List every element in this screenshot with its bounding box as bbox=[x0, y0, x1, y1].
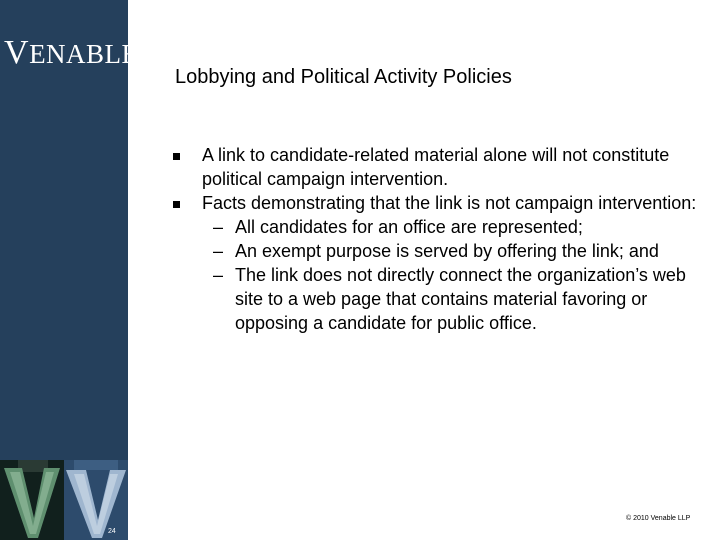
dash-marker: – bbox=[213, 217, 224, 237]
dash-marker: – bbox=[213, 265, 224, 285]
v-emblem-image-blue bbox=[64, 460, 128, 540]
bullet-square-icon bbox=[173, 153, 180, 160]
bullet-text: Facts demonstrating that the link is not campaign intervention: bbox=[202, 193, 697, 213]
sidebar bbox=[0, 0, 160, 540]
slide-title: Lobbying and Political Activity Policies bbox=[175, 66, 512, 88]
copyright-notice: © 2010 Venable LLP bbox=[626, 515, 691, 522]
v-emblem-image-dark bbox=[0, 460, 64, 540]
slide-number: 24 bbox=[108, 528, 116, 535]
bullet-square-icon bbox=[173, 201, 180, 208]
venable-logo: VENABLE®LLP bbox=[4, 34, 160, 71]
bullet-list bbox=[170, 143, 700, 335]
bullet-text: A link to candidate-related material alone will not constitute political campaign intervention. bbox=[202, 145, 670, 189]
sub-bullet-item bbox=[170, 239, 700, 263]
bullet-item bbox=[170, 191, 700, 215]
sub-bullet-text: An exempt purpose is served by offering the link; and bbox=[235, 241, 659, 261]
dash-marker: – bbox=[213, 241, 224, 261]
sub-bullet-text: All candidates for an office are represented; bbox=[235, 217, 583, 237]
bullet-item bbox=[170, 143, 700, 191]
sub-bullet-item bbox=[170, 215, 700, 239]
sub-bullet-item bbox=[170, 263, 700, 335]
sub-bullet-text: The link does not directly connect the organization’s web site to a web page that contains material favoring or opposing a candidate for public office. bbox=[235, 265, 686, 333]
